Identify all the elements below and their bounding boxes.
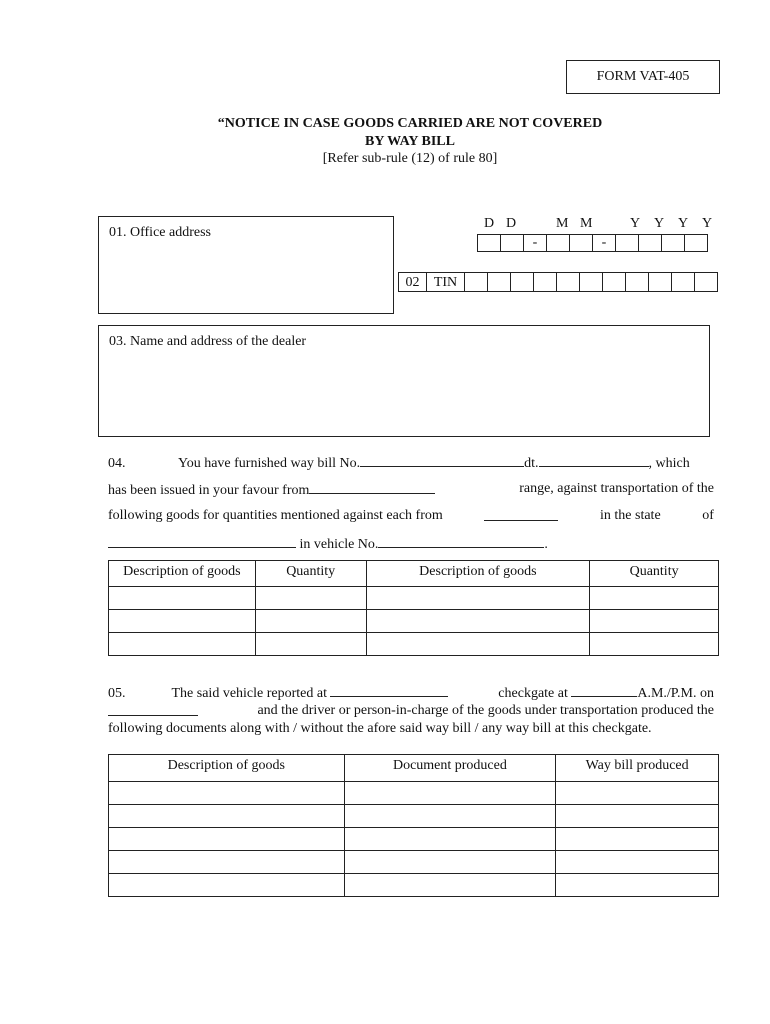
date-letter-d2: D [506,216,517,231]
waybill-date-blank[interactable] [539,454,649,467]
date-letter-y2: Y [654,216,665,231]
table-cell[interactable] [556,805,719,828]
sec4-line2 [108,481,714,499]
table-cell[interactable] [556,874,719,897]
date-cells [478,234,708,252]
office-address-label: 01. Office address [109,225,211,240]
tin-number: 02 [398,272,427,292]
table-cell[interactable] [255,633,366,656]
sec4-text: in vehicle No. [299,537,379,552]
table-cell[interactable] [366,587,590,610]
table-cell[interactable] [109,828,345,851]
table-cell[interactable] [366,610,590,633]
tin-row [399,272,718,292]
date-blank[interactable] [108,703,198,716]
sec4-line1 [108,454,714,472]
date-cell[interactable] [546,234,570,252]
table-cell[interactable] [344,782,556,805]
form-subtitle: [Refer sub-rule (12) of rule 80] [322,151,498,166]
tin-cell[interactable] [464,272,488,292]
table-row [109,633,719,656]
table-cell[interactable] [109,874,345,897]
table-row [109,805,719,828]
date-cell[interactable] [638,234,662,252]
date-cell[interactable] [615,234,639,252]
table1-header: Description of goods [109,561,256,587]
sec5-line2 [108,703,714,719]
table-row [109,587,719,610]
date-cell[interactable] [661,234,685,252]
sec4-number: 04. [108,456,126,471]
table-cell[interactable] [109,851,345,874]
tin-cell[interactable] [694,272,718,292]
reported-at-blank[interactable] [330,684,448,697]
table-cell[interactable] [109,782,345,805]
table1-header: Quantity [590,561,719,587]
table-cell[interactable] [109,805,345,828]
date-cell[interactable] [500,234,524,252]
dealer-address-box[interactable] [98,325,710,437]
date-separator: - [592,234,616,252]
table-cell[interactable] [590,633,719,656]
sec5-text: A.M./P.M. on [637,686,714,701]
table-row [109,610,719,633]
table-cell[interactable] [556,851,719,874]
date-cell[interactable] [477,234,501,252]
table-cell[interactable] [344,828,556,851]
table-cell[interactable] [344,805,556,828]
sec4-text: has been issued in your favour from [108,483,310,498]
sec4-line4 [108,535,714,553]
goods-quantity-table [108,560,719,656]
waybill-no-blank[interactable] [360,454,524,467]
sec4-line3 [108,508,714,524]
table1-header: Quantity [255,561,366,587]
table-row [109,874,719,897]
time-blank[interactable] [571,684,637,697]
tin-cell[interactable] [602,272,626,292]
sec5-line3: following documents along with / without the afore said way bill / any way bill at this checkgate. [108,721,652,736]
sec5-text: checkgate at [498,686,568,701]
tin-cell[interactable] [556,272,580,292]
table-cell[interactable] [590,610,719,633]
date-letter-y1: Y [630,216,641,231]
sec4-text: dt. [524,456,539,471]
table-row [109,828,719,851]
sec4-text: in the state [600,508,661,523]
vehicle-no-blank[interactable] [378,535,544,548]
date-cell[interactable] [569,234,593,252]
sec5-number: 05. [108,686,126,701]
sec5-line1 [108,684,714,702]
sec4-text: of [702,508,714,523]
form-title-line2: BY WAY BILL [364,134,455,149]
table2-header: Way bill produced [556,755,719,782]
date-letter-y4: Y [702,216,713,231]
state-blank[interactable] [108,535,296,548]
sec4-text: following goods for quantities mentioned against each from [108,508,443,523]
table-cell[interactable] [255,610,366,633]
tin-label: TIN [426,272,465,292]
documents-table [108,754,719,897]
table-cell[interactable] [344,874,556,897]
table-cell[interactable] [556,828,719,851]
form-id-box [566,60,720,94]
table-cell[interactable] [344,851,556,874]
tin-cell[interactable] [510,272,534,292]
table-cell[interactable] [109,610,256,633]
tin-cell[interactable] [648,272,672,292]
sec4-text: . [544,537,548,552]
tin-cell[interactable] [533,272,557,292]
date-letter-y3: Y [678,216,689,231]
sec5-text: The said vehicle reported at [171,686,327,701]
sec5-text: and the driver or person-in-charge of the goods under transportation produced the [257,703,714,718]
tin-cell[interactable] [579,272,603,292]
tin-cell[interactable] [487,272,511,292]
date-separator: - [523,234,547,252]
date-letter-m2: M [580,216,593,231]
table-cell[interactable] [255,587,366,610]
sec4-text: , which [648,456,690,471]
form-id: FORM VAT-405 [596,69,690,84]
tin-cell[interactable] [671,272,695,292]
table-cell[interactable] [590,587,719,610]
table2-header: Description of goods [109,755,345,782]
from-place-blank[interactable] [484,508,558,521]
date-letter-d1: D [484,216,495,231]
dealer-address-label: 03. Name and address of the dealer [109,334,307,349]
issued-from-blank[interactable] [309,481,435,494]
table1-header: Description of goods [366,561,590,587]
table-row [109,782,719,805]
table2-header: Document produced [344,755,556,782]
table-row [109,851,719,874]
table-cell[interactable] [366,633,590,656]
date-letter-m1: M [556,216,569,231]
table-cell[interactable] [109,587,256,610]
table-cell[interactable] [556,782,719,805]
date-cell[interactable] [684,234,708,252]
office-address-box[interactable] [98,216,394,314]
sec4-text: You have furnished way bill No. [177,456,361,471]
tin-cell[interactable] [625,272,649,292]
form-title-line1: “NOTICE IN CASE GOODS CARRIED ARE NOT COVERED [217,116,603,131]
sec4-text: range, against transportation of the [519,481,714,496]
table-cell[interactable] [109,633,256,656]
